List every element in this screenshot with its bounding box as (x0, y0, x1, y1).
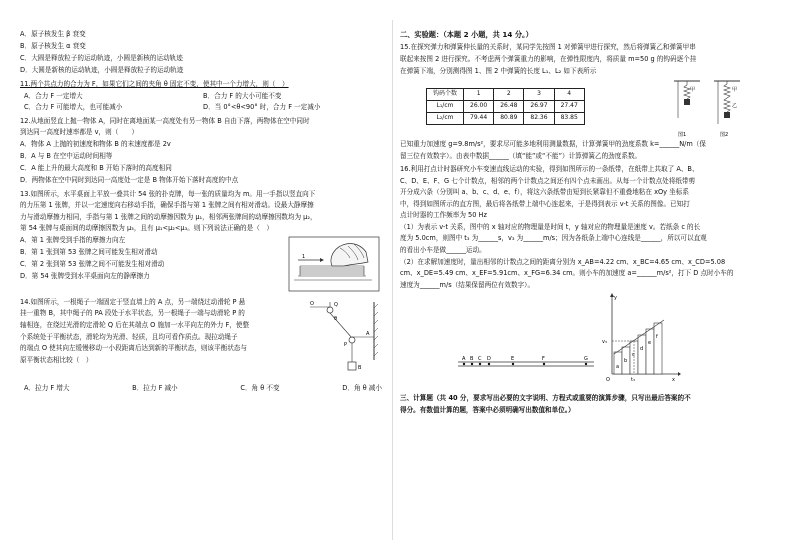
section2-title: 二、实验题：（本题 2 小题，共 14 分。） (400, 30, 533, 39)
tape-point-c (479, 363, 481, 365)
q14-label-b: B (358, 364, 362, 371)
q14-stem-line1: 14.如图所示，一根绳子一端固定于竖直墙上的 A 点，另一端绕过动滑轮 P 悬 (20, 297, 246, 306)
q15-stem-line3: 在弹簧下端，分别测得图 1、图 2 中弹簧的长度 L₁、L₂ 如下表所示 (400, 66, 597, 75)
q11-option-d: D．当 0°<θ<90° 时，合力 F 一定减小 (203, 103, 321, 112)
q15-data-table (426, 88, 585, 125)
q16-part2-line2: cm、x_DE=5.49 cm、x_EF=5.91cm、x_FG=6.34 cm。则小车的加速度 a=______m/s²，打下 D 点时小车的 (400, 269, 734, 278)
q11-option-a: A．合力 F 一定增大 (24, 91, 83, 100)
q13-stem-line4: 第 54 张牌与桌面间的动摩擦因数为 μ₃，且有 μ₁<μ₂<μ₃。则下列说法正确的是（ ） (20, 224, 273, 233)
q14-label-theta: θ (334, 315, 338, 322)
q16-stem-line4: 中，得到如图所示的直方图，最后将各纸带上端中心连起来，于是得到表示 v-t 关系的图像。已知打 (400, 199, 690, 208)
tape-point-label-f: F (542, 356, 545, 363)
q15-cell: 79.44 (464, 113, 494, 125)
q15-fig-label-jia1: 甲 (690, 87, 696, 94)
q16-hist-c: c (632, 352, 635, 359)
q14-stem-line2: 挂一重物 B，其中绳子的 PA 段处于水平状态，另一根绳子一端与动滑轮 P 的 (20, 309, 245, 318)
q16-hist-d: d (640, 346, 644, 353)
q16-hist-o: O (606, 377, 610, 384)
q13-figure-cards (288, 236, 380, 292)
q13-stem-line3: 力与滑动摩擦力相同，手指与第 1 张牌之间的动摩擦因数为 μ₁，相邻两张牌间的动摩擦因数均为 μ₂， (20, 212, 317, 221)
q16-hist-x: x (672, 377, 675, 384)
q14-label-q: Q (334, 301, 338, 308)
tape-point-g (585, 363, 587, 365)
q15-stem-line1: 15.在探究弹力和弹簧伸长量的关系时，某同学先按图 1 对弹簧甲进行探究，然后将弹簧乙和弹簧甲串 (400, 43, 696, 52)
q15-table-header-row (427, 89, 585, 101)
q16-stem-line2: C、D、E、F、G 七个计数点，相邻的两个计数点之间还有四个点未画出。从每一个计数点处将纸带剪 (400, 176, 696, 185)
q15-th-3: 3 (524, 89, 554, 101)
q15-table-row-l1 (427, 101, 585, 113)
q15-cell: 26.48 (494, 101, 524, 113)
q13-block (20, 236, 382, 294)
q14-label-a: A (366, 330, 370, 337)
right-column (400, 30, 762, 417)
tape-point-d (488, 363, 490, 365)
q11-option-b: B．合力 F 的大小可能不变 (203, 91, 282, 100)
section3-line1: 三、计算题（共 40 分，要求写出必要的文字说明、方程式或重要的演算步骤，只写出最后答案的不 (400, 394, 691, 403)
q14-label-o: O (310, 300, 314, 307)
q13-option-a: A．第 1 张牌受到手指的摩擦力向左 (20, 235, 126, 244)
q12-option-b: B．A 与 B 在空中运动时间相等 (20, 151, 113, 160)
q12-option-a: A．物体 A 上抛的初速度和物体 B 的末速度都是 2v (20, 139, 171, 148)
q12-stem-line2: 到达同一高度时速率都是 v，则（ ） (20, 128, 139, 137)
q16-hist-a: a (616, 364, 620, 371)
q16-part1-line2: 度为 5.0cm，则图中 t₃ 为______s，v₃ 为______m/s；因为各纸条上端中心连线是______，所以可以直观 (400, 234, 707, 243)
q16-stem-line5: 点计时器的工作频率为 50 Hz (400, 211, 487, 220)
q14-option-c: C．角 θ 不变 (240, 383, 280, 392)
q14-stem-line6: 原平衡状态相比较（ ） (20, 355, 93, 364)
tape-point-label-g: G (584, 356, 588, 363)
q11-options-row1 (20, 92, 382, 102)
q13-option-c: C．第 2 张到第 53 张牌之间不可能发生相对滑动 (20, 260, 165, 269)
q16-hist-e: e (648, 340, 652, 347)
q14-option-d: D．角 θ 减小 (342, 383, 382, 392)
q15-after-line1: 已知重力加速度 g=9.8m/s²，要求尽可能多地利用测量数据，计算弹簧甲的劲度系数 k=______N/m（保 (400, 140, 706, 149)
q15-fig-label-jia2: 甲 (732, 87, 738, 94)
q16-figures (400, 292, 762, 384)
column-divider (392, 20, 393, 540)
q16-hist-f: f (656, 334, 658, 341)
q15-th-count: 钩码个数 (427, 89, 464, 101)
q16-histogram-strips (614, 323, 662, 374)
q12-stem-line1: 12.从地面竖直上抛一物体 A，同时在离地面某一高度处有另一物体 B 自由下落，两物体在空中同时 (20, 116, 310, 125)
q13-option-d: D．第 54 张牌受到水平桌面向左的静摩擦力 (20, 272, 150, 281)
q10-option-b: B．原子核发生 α 衰变 (20, 42, 86, 51)
q12-option-c: C．A 能上升的最大高度和 B 开始下落时的高度相同 (20, 163, 172, 172)
section3-line2: 得分。有数值计算的题，答案中必须明确写出数值和单位。） (400, 405, 575, 414)
q15-cell: 27.47 (554, 101, 584, 113)
q14-stem-line5: 的端点 O 使其向左缓慢移动一小段距离后达到新的平衡状态，则该平衡状态与 (20, 344, 247, 353)
left-column (20, 30, 382, 396)
q14-option-b: B．拉力 F 减小 (132, 383, 178, 392)
tape-point-e (512, 363, 514, 365)
q15-cell: 26.97 (524, 101, 554, 113)
q16-part2-line3: 速度为______m/s（结果保留两位有效数字）。 (400, 280, 535, 289)
strip-f (654, 323, 662, 374)
q14-block (20, 298, 382, 384)
tape-point-label-d: D (487, 356, 491, 363)
q15-stem-line2: 联起来按图 2 进行探究。不考虑两个弹簧重力的影响，在弹性限度内，将质量 m=50 g 的钩码逐个挂 (400, 54, 697, 63)
q15-cell: 80.89 (494, 113, 524, 125)
q15-th-1: 1 (464, 89, 494, 101)
q16-hist-v3: v₃ (602, 339, 607, 346)
q16-paper-tape (458, 354, 594, 376)
q15-table-row-l2 (427, 113, 585, 125)
strip-a (614, 352, 622, 374)
q14-options (20, 384, 382, 394)
q11-option-c: C．合力 F 可能增大，也可能减小 (24, 103, 123, 112)
q14-stem-line3: 轴相连，在绕过光滑的定滑轮 Q 后在其端点 O 施加一水平向左的外力 F，使整 (20, 320, 250, 329)
q15-th-2: 2 (494, 89, 524, 101)
q16-hist-y: y (614, 295, 617, 302)
q16-stem-line1: 16.利用打点计时器研究小车变速直线运动的实验，得到如图所示的一条纸带，在纸带上共取了 A、B、 (400, 165, 699, 174)
q14-option-a: A．拉力 F 增大 (24, 383, 70, 392)
q15-fig-caption-1: 图1 (678, 132, 687, 139)
q15-cell: L₂/cm (427, 113, 464, 125)
q15-after-line2: 留三位有效数字）。由表中数据______（填“能”或“不能”）计算弹簧乙的劲度系数。 (400, 151, 642, 160)
q13-option-b: B．第 1 张到第 53 张牌之间可能发生相对滑动 (20, 248, 158, 256)
q10-options (20, 30, 382, 76)
q16-part2-line1: （2）在求解加速度时，量出相邻的计数点之间的距离分别为 x_AB=4.22 cm、x_BC=4.65 cm、x_CD=5.08 (400, 257, 726, 266)
q16-hist-t3: t₃ (631, 377, 635, 384)
q16-stem-line3: 开分成六条（分别叫 a、b、c、d、e、f），将这六条纸带由短到长紧靠但不重叠地粘在 xOy 坐标系 (400, 188, 689, 197)
q12-option-d: D．两物体在空中同时到达同一高度处一定是 B 物体开始下落时高度的中点 (20, 176, 239, 185)
tape-point-label-a: A (462, 356, 466, 363)
tape-point-a (463, 363, 465, 365)
q15-cell: L₁/cm (427, 101, 464, 113)
q16-vt-histogram (602, 292, 682, 384)
tape-point-b (471, 363, 473, 365)
q11-stem: 11.两个共点力的合力为 F，如果它们之间的夹角 θ 固定不变，使其中一个力增大，则（ ） (20, 79, 289, 88)
tape-point-label-b: B (470, 356, 474, 363)
q16-hist-b: b (624, 358, 628, 365)
q16-part1-line3: 的看出小车是做______运动。 (400, 246, 486, 254)
q10-option-d: D．大圆是新核的运动轨迹，小圆是释放粒子的运动轨迹 (20, 66, 184, 75)
q11-options-row2 (20, 103, 382, 113)
q14-figure-pulleys (308, 300, 382, 378)
q14-stem-line4: 个系统处于平衡状态，滑轮均为光滑、轻质，且均可看作质点。现拉动绳子 (20, 332, 238, 341)
tape-point-f (543, 363, 545, 365)
q15-table-and-figure (400, 78, 762, 140)
q13-stem-line1: 13.如图所示，水平桌面上平放一叠共计 54 张的扑克牌，每一张的质量均为 m。用一手指以竖直向下 (20, 189, 316, 198)
strip-e (646, 329, 654, 374)
q15-fig-caption-2: 图2 (720, 132, 729, 139)
tape-point-label-c: C (478, 356, 482, 363)
strip-d (638, 335, 646, 374)
q15-figure-springs (670, 78, 752, 140)
q14-label-p: P (344, 341, 348, 348)
q16-tape-points (462, 356, 588, 365)
q13-figure-label: 1 (302, 253, 306, 260)
q15-cell: 26.00 (464, 101, 494, 113)
q15-cell: 83.85 (554, 113, 584, 125)
q10-option-a: A．原子核发生 β 衰变 (20, 30, 86, 38)
tape-point-label-e: E (511, 356, 515, 363)
q15-cell: 82.36 (524, 113, 554, 125)
q10-option-c: C．大圆是释放粒子的运动轨迹，小圆是新核的运动轨迹 (20, 54, 183, 63)
q16-part1-line1: （1）为表示 v-t 关系，图中的 x 轴对应的物理量是时间 t，y 轴对应的物理量是速度 v。若纸条 c 的长 (400, 222, 701, 231)
q13-stem-line2: 的力压第 1 张牌，并以一定速度向右移动手指，确保手指与第 1 张牌之间有相对滑动。设最大静摩擦 (20, 201, 314, 210)
q15-th-4: 4 (554, 89, 584, 101)
q15-fig-label-yi: 乙 (732, 103, 738, 110)
